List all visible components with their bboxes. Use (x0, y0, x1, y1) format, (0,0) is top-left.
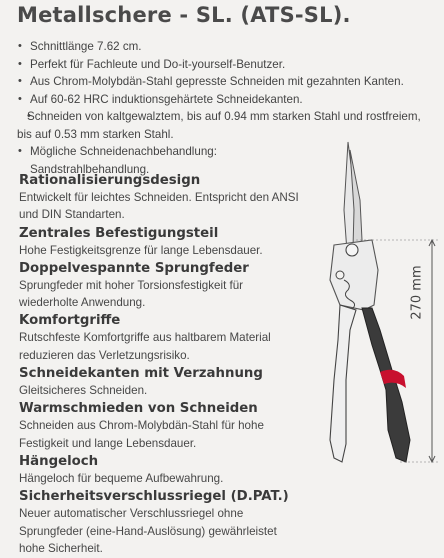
feature-list (19, 172, 304, 558)
spec-item: • Schneiden von kaltgewalztem, bis auf 0.94 mm starken Stahl und rostfreiem, bis auf 0.53 mm starken Stahl. (17, 108, 437, 143)
feature-text: Rutschfeste Komfortgriffe aus haltbarem Material reduzieren das Verletzungsrisiko. (19, 331, 271, 362)
feature-item (19, 400, 304, 452)
feature-text: Hängeloch für bequeme Aufbewahrung. (19, 471, 224, 485)
pivot-bolt (346, 244, 358, 256)
feature-heading: Zentrales Befestigungsteil (19, 225, 219, 241)
feature-item (19, 260, 304, 312)
feature-text: Entwickelt für leichtes Schneiden. Entspricht den ANSI und DIN Standarten. (19, 191, 299, 222)
feature-heading: Hängeloch (19, 453, 99, 469)
feature-item (19, 488, 304, 557)
feature-text: Hohe Festigkeitsgrenze für lange Lebensdauer. (19, 243, 263, 257)
feature-item (19, 172, 304, 224)
spec-item: • Schnittlänge 7.62 cm. (17, 38, 437, 56)
left-handle (330, 305, 356, 462)
feature-item (19, 312, 304, 364)
dimension-label: 270 mm (409, 265, 425, 320)
feature-text: Schneiden aus Chrom-Molybdän-Stahl für hohe Festigkeit und lange Lebensdauer. (19, 419, 264, 450)
spec-item: • Auf 60-62 HRC induktionsgehärtete Schneidekanten. (17, 91, 437, 109)
feature-text: Neuer automatischer Verschlussriegel ohne Sprungfeder (eine-Hand-Auslösung) gewährleistet hohe Sicherheit. (19, 507, 277, 555)
page-title: Metallschere - SL. (ATS-SL). (17, 3, 351, 27)
spec-item: • Mögliche Schneidenachbehandlung: Sandstrahlbehandlung. (17, 143, 265, 178)
feature-item (19, 225, 304, 259)
feature-heading: Schneidekanten mit Verzahnung (19, 366, 263, 382)
feature-heading: Doppelvespannte Sprungfeder (19, 260, 249, 276)
feature-item (19, 453, 304, 487)
feature-heading: Sicherheitsverschlussriegel (D.PAT.) (19, 489, 289, 505)
hanging-hole (336, 271, 344, 279)
feature-heading: Komfortgriffe (19, 313, 121, 329)
spec-item: • Aus Chrom-Molybdän-Stahl gepresste Schneiden mit gezahnten Kanten. (17, 73, 437, 91)
feature-item (19, 365, 304, 399)
feature-heading: Warmschmieden von Schneiden (19, 401, 258, 417)
feature-heading: Rationalisierungsdesign (19, 173, 201, 188)
spec-item: • Perfekt für Fachleute und Do-it-yourself-Benutzer. (17, 56, 437, 74)
feature-text: Sprungfeder mit hoher Torsionsfestigkeit für wiederholte Anwendung. (19, 278, 244, 310)
feature-text: Gleitsicheres Schneiden. (19, 384, 148, 398)
